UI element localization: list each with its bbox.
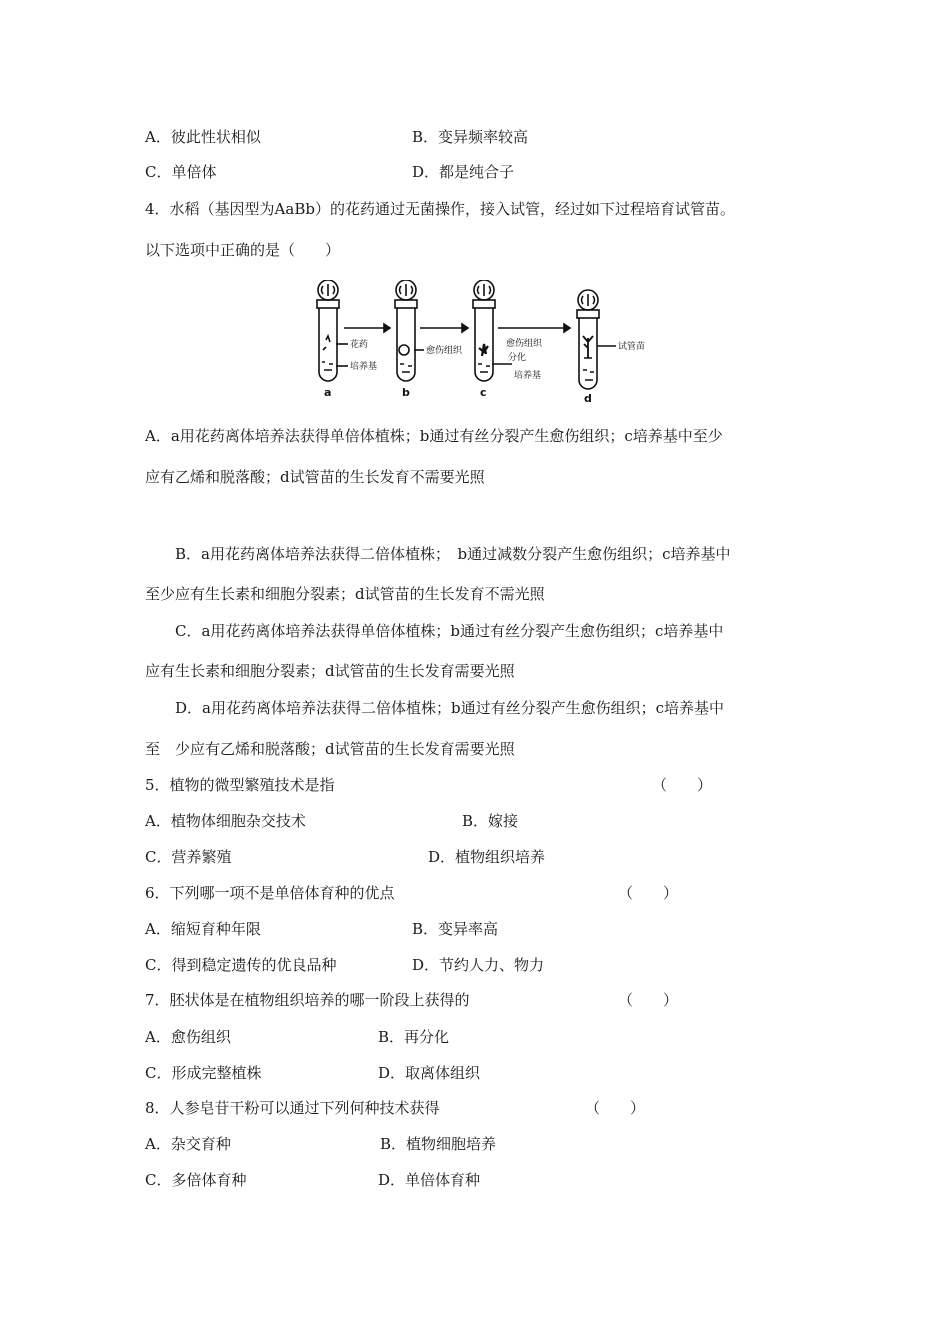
q7-option-b: B．再分化: [378, 1028, 450, 1046]
label-callus-b: 愈伤组织: [426, 346, 463, 356]
q5-option-a: A．植物体细胞杂交技术: [145, 812, 306, 830]
q8-option-a: A．杂交育种: [145, 1135, 231, 1153]
q4-option-b-line1: B．a用花药离体培养法获得二倍体植株； b通过减数分裂产生愈伤组织；c培养基中: [175, 545, 731, 563]
q7-stem: 7．胚状体是在植物组织培养的哪一阶段上获得的: [145, 991, 470, 1009]
q8-option-c: C．多倍体育种: [145, 1171, 247, 1189]
q4-option-d-line2: 至 少应有乙烯和脱落酸；d试管苗的生长发育需要光照: [145, 740, 515, 758]
q4-option-a-line1: A．a用花药离体培养法获得单倍体植株；b通过有丝分裂产生愈伤组织；c培养基中至少: [145, 427, 723, 445]
q8-option-b: B．植物细胞培养: [380, 1135, 497, 1153]
q6-option-c: C．得到稳定遗传的优良品种: [145, 956, 337, 974]
tube-b: [395, 280, 417, 381]
q7-answer-paren: （ ）: [618, 991, 679, 1009]
q4-option-a-line2: 应有乙烯和脱落酸；d试管苗的生长发育不需要光照: [145, 468, 485, 486]
label-anther: 花药: [350, 340, 369, 350]
q6-answer-paren: （ ）: [618, 884, 679, 902]
q7-option-c: C．形成完整植株: [145, 1064, 262, 1082]
tube-letter-b: b: [402, 386, 410, 399]
q3-option-a: A．彼此性状相似: [145, 128, 261, 146]
q3-option-c: C．单倍体: [145, 163, 217, 181]
q4-stem-line1: 4．水稻（基因型为AaBb）的花药通过无菌操作，接入试管，经过如下过程培育试管苗。: [145, 200, 735, 218]
label-callus-c: 愈伤组织: [506, 339, 543, 349]
q4-stem-line2: 以下选项中正确的是（ ）: [145, 241, 341, 259]
q4-option-d-line1: D．a用花药离体培养法获得二倍体植株；b通过有丝分裂产生愈伤组织；c培养基中: [175, 699, 724, 717]
q7-option-a: A．愈伤组织: [145, 1028, 231, 1046]
tube-d: [577, 290, 599, 389]
tube-letter-c: c: [480, 386, 487, 399]
q4-option-c-line2: 应有生长素和细胞分裂素；d试管苗的生长发育需要光照: [145, 662, 515, 680]
test-tube-diagram: [300, 280, 670, 405]
label-medium: 培养基: [350, 362, 378, 372]
tube-c: [473, 280, 495, 381]
q6-option-d: D．节约人力、物力: [412, 956, 545, 974]
label-medium-c: 培养基: [514, 371, 542, 381]
q6-option-a: A．缩短育种年限: [145, 920, 261, 938]
q5-answer-paren: （ ）: [652, 776, 713, 794]
q5-option-c: C．营养繁殖: [145, 848, 232, 866]
q6-stem: 6．下列哪一项不是单倍体育种的优点: [145, 884, 395, 902]
q5-option-d: D．植物组织培养: [428, 848, 546, 866]
q7-option-d: D．取离体组织: [378, 1064, 481, 1082]
tube-letter-d: d: [584, 392, 592, 405]
q8-option-d: D．单倍体育种: [378, 1171, 481, 1189]
label-differentiate: 分化: [508, 353, 527, 363]
tube-a: [317, 280, 339, 381]
q8-answer-paren: （ ）: [585, 1099, 646, 1117]
q5-stem: 5．植物的微型繁殖技术是指: [145, 776, 335, 794]
q6-option-b: B．变异率高: [412, 920, 499, 938]
q4-option-c-line1: C．a用花药离体培养法获得单倍体植株；b通过有丝分裂产生愈伤组织；c培养基中: [175, 622, 724, 640]
q8-stem: 8．人参皂苷干粉可以通过下列何种技术获得: [145, 1099, 440, 1117]
q5-option-b: B．嫁接: [462, 812, 519, 830]
q3-option-d: D．都是纯合子: [412, 163, 515, 181]
q3-option-b: B．变异频率较高: [412, 128, 529, 146]
q4-option-b-line2: 至少应有生长素和细胞分裂素；d试管苗的生长发育不需光照: [145, 585, 545, 603]
tube-letter-a: a: [324, 386, 332, 399]
label-plantlet: 试管苗: [618, 342, 646, 352]
